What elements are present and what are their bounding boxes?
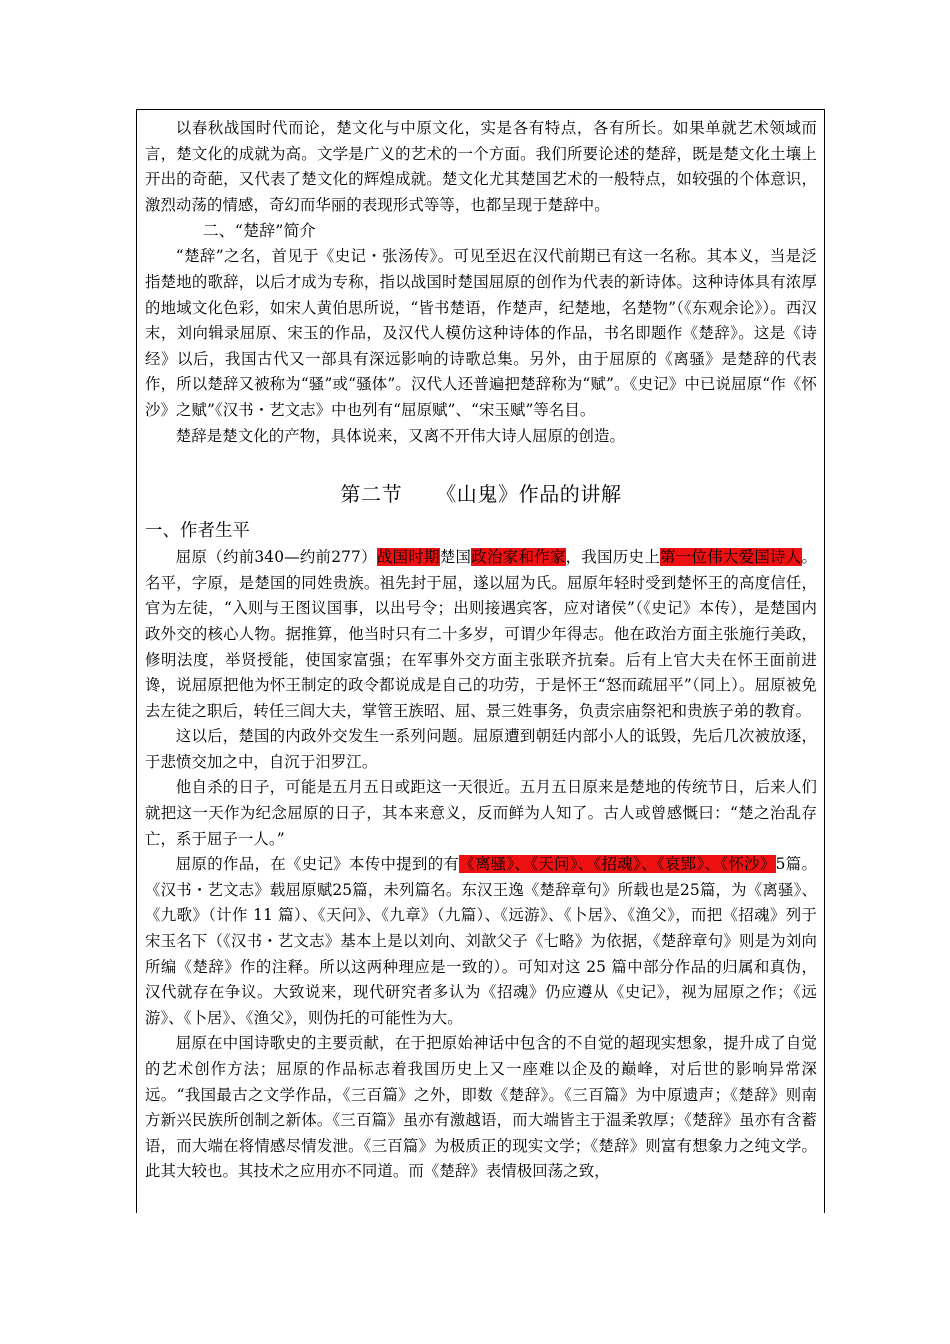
section-title [145, 473, 817, 517]
intro-paragraph-1: 以春秋战国时代而论，楚文化与中原文化，实是各有特点，各有所长。如果单就艺术领域而言，楚文化的成就为高。文学是广义的艺术的一个方面。我们所要论述的楚辞，既是楚文化土壤上开出的奇葩，又代表了楚文化的辉煌成就。楚文化尤其楚国艺术的一般特点，如较强的个体意识，激烈动荡的情感，奇幻而华丽的表现形式等等，也都呈现于楚辞中。 [145, 119, 817, 214]
bio-text: 楚国 [439, 548, 472, 567]
section-number: 第二节 [340, 482, 403, 507]
bio-text: 5篇。《汉书・艺文志》载屈原赋25篇，未列篇名。东汉王逸《楚辞章句》所载也是25篇，为《离骚》、《九歌》（计作 11 篇）、《天问》、《九章》（九篇）、《远游》、《卜居》、《渔父》，而把《招魂》列于宋玉名下（《汉书・艺文志》基本上是以刘向、刘歆父子《七略》为依据，《楚辞章句》则是为刘向所编《楚辞》作的注释。所以这两种理应是一致的）。可知对这 25 篇中部分作品的归属和真伪，汉代就存在争议。大致说来，现代研究者多认为《招魂》仍应遵从《史记》，视为屈原之作；《远游》、《卜居》、《渔父》，则伪托的可能性为大。 [145, 855, 817, 1027]
heading-author-life: 一、作者生平 [145, 521, 250, 542]
bio-paragraph-1 [145, 545, 817, 724]
highlight-work-titles: 《离骚》、《天问》、《招魂》、《哀郢》、《怀沙》 [459, 855, 776, 874]
bio-paragraph-2: 这以后，楚国的内政外交发生一系列问题。屈原遭到朝廷内部小人的诋毁，先后几次被放逐，于悲愤交加之中，自沉于汨罗江。 [145, 727, 817, 771]
highlight-first-patriot-poet: 第一位伟大爱国诗人 [659, 548, 802, 567]
bio-paragraph-4 [145, 852, 817, 1031]
highlight-warring-states: 战国时期 [376, 548, 440, 567]
bio-paragraph-3: 他自杀的日子，可能是五月五日或距这一天很近。五月五日原来是楚地的传统节日，后来人们就把这一天作为纪念屈原的日子，其本来意义，反而鲜为人知了。古人或曾感慨曰：“楚之治乱存亡，系于屈子一人。” [145, 778, 817, 848]
section-name: 《山鬼》作品的讲解 [436, 482, 622, 507]
section-spacer [145, 449, 817, 473]
bio-text: ，我国历史上 [565, 548, 660, 567]
intro-paragraph-2: “楚辞”之名，首见于《史记・张汤传》。可见至迟在汉代前期已有这一名称。其本义，当是泛指楚地的歌辞，以后才成为专称，指以战国时楚国屈原的创作为代表的新诗体。这种诗体具有浓厚的地域文化色彩，如宋人黄伯思所说，“皆书楚语，作楚声，纪楚地，名楚物”（《东观余论》）。西汉末，刘向辑录屈原、宋玉的作品，及汉代人模仿这种诗体的作品，书名即题作《楚辞》。这是《诗经》以后，我国古代又一部具有深远影响的诗歌总集。另外，由于屈原的《离骚》是楚辞的代表作，所以楚辞又被称为“骚”或“骚体”。汉代人还普遍把楚辞称为“赋”。《史记》中已说屈原“作《怀沙》之赋”《汉书・艺文志》中也列有“屈原赋”、“宋玉赋”等名目。 [145, 247, 817, 419]
bio-text: 屈原的作品，在《史记》本传中提到的有 [175, 855, 460, 874]
document-frame [136, 109, 825, 1213]
intro-paragraph-3: 楚辞是楚文化的产物，具体说来，又离不开伟大诗人屈原的创造。 [175, 426, 626, 445]
bio-paragraph-5: 屈原在中国诗歌史的主要贡献，在于把原始神话中包含的不自觉的超现实想象，提升成了自觉的艺术创作方法；屈原的作品标志着我国历史上又一座难以企及的巅峰，对后世的影响异常深远。“我国最古之文学作品，《三百篇》之外，即数《楚辞》。《三百篇》为中原遗声；《楚辞》则南方新兴民族所创制之新体。《三百篇》虽亦有激越语，而大端皆主于温柔敦厚；《楚辞》虽亦有含蓄语，而大端在将情感尽情发泄。《三百篇》为极质正的现实文学；《楚辞》则富有想象力之纯文学。此其大较也。其技术之应用亦不同道。而《楚辞》表情极回荡之致， [145, 1034, 817, 1181]
subheading-chuci-intro: 二、“楚辞”简介 [202, 221, 316, 241]
bio-text: 屈原（约前340—约前277） [175, 548, 377, 567]
highlight-statesman-writer: 政治家和作家 [471, 548, 566, 567]
bio-text: 。名平，字原，是楚国的同姓贵族。祖先封于屈，遂以屈为氏。屈原年轻时受到楚怀王的高度信任，官为左徒，“入则与王图议国事，以出号令；出则接遇宾客，应对诸侯”（《史记》本传），是楚国内政外交的核心人物。据推算，他当时只有二十多岁，可谓少年得志。他在政治方面主张施行美政，修明法度，举贤授能，使国家富强；在军事外交方面主张联齐抗秦。后有上官大夫在怀王面前进谗，说屈原把他为怀王制定的政令都说成是自己的功劳，于是怀王“怒而疏屈平”（同上）。屈原被免去左徒之职后，转任三闾大夫，掌管王族昭、屈、景三姓事务，负责宗庙祭祀和贵族子弟的教育。 [145, 548, 818, 720]
